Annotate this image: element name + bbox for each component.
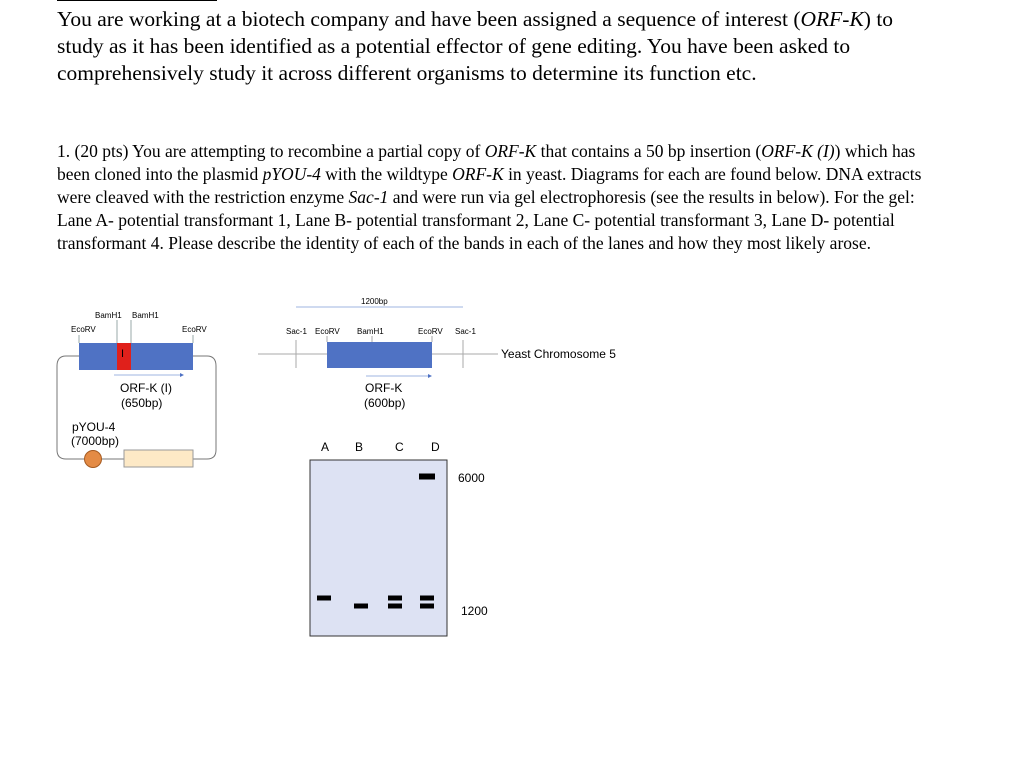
q-plasmid: pYOU-4 — [262, 164, 321, 184]
q-text-1: 1. (20 pts) You are attempting to recombine a partial copy of — [57, 141, 485, 161]
gel-band-lane-b-1150 — [354, 604, 368, 609]
plasmid-backbone-right — [193, 356, 216, 459]
gel-band-lane-c-1200 — [388, 596, 402, 601]
marker-1200-label: 1200 — [461, 604, 488, 618]
plasmid-name: pYOU-4 — [72, 420, 116, 434]
orf-k-arrow-head — [428, 374, 432, 378]
intro-orf-k: ORF-K — [800, 7, 864, 31]
span-label: 1200bp — [361, 297, 388, 306]
orf-k-block — [327, 342, 432, 368]
gel-band-lane-d-1150 — [420, 604, 434, 609]
lane-a-label: A — [321, 440, 330, 454]
ecorv-right-label-chr: EcoRV — [418, 327, 443, 336]
gel-band-lane-d-6000 — [419, 474, 435, 480]
lane-c-label: C — [395, 440, 404, 454]
gel-band-lane-d-1200 — [420, 596, 434, 601]
chromosome-orf-size: (600bp) — [364, 396, 406, 410]
q-orf-k-1: ORF-K — [484, 141, 537, 161]
chromosome-diagram — [258, 307, 498, 378]
q-text-3: ) which has been cloned into the plasmid — [57, 141, 916, 184]
plasmid-size: (7000bp) — [71, 434, 120, 448]
gel-body — [310, 460, 447, 636]
gel-band-lane-a-1200 — [317, 596, 331, 601]
chromosome-label: Yeast Chromosome 5 — [501, 347, 616, 361]
bamh1-label-chr: BamH1 — [357, 327, 384, 336]
q-text-2: that contains a 50 bp insertion ( — [536, 141, 762, 161]
q-text-5: in yeast. Diagrams for each are found below. DNA extracts were cleaved with the restriction enzyme — [57, 164, 922, 207]
gel — [310, 460, 447, 636]
origin-circle — [85, 451, 102, 468]
q-text-4: with the wildtype — [320, 164, 453, 184]
q-text-6: and were run via gel electrophoresis (see the results in below). For the gel: Lane A- potential transformant 1, Lane B- potential transformant 2, Lane C- potential transformant 3, Lane D- potential transformant 4. Please describe the identity of each of the bands in each of the lanes and how they most likely arose. — [57, 187, 915, 253]
orf-arrow-head — [180, 373, 184, 377]
intro-text-2: ) to study as it has been identified as a potential effector of gene editing. You have been asked to comprehensively study it across different organisms to determine its function etc. — [57, 7, 894, 85]
ecorv-left-label: EcoRV — [71, 325, 96, 334]
intro-text-1: You are working at a biotech company and have been assigned a sequence of interest ( — [57, 7, 801, 31]
bamh1-b-label: BamH1 — [132, 311, 159, 320]
plasmid-orf-name: ORF-K (I) — [120, 381, 172, 395]
insertion-marker-label: I — [121, 348, 125, 360]
bamh1-a-label: BamH1 — [95, 311, 122, 320]
plasmid-orf-size: (650bp) — [121, 396, 163, 410]
lane-b-label: B — [355, 440, 364, 454]
sac1-left-label: Sac-1 — [286, 327, 307, 336]
q-orf-k-2: ORF-K — [452, 164, 504, 184]
orf-k-i-block — [79, 343, 193, 370]
sac1-right-label: Sac-1 — [455, 327, 476, 336]
q-orf-k-i: ORF-K (I) — [761, 141, 835, 161]
chromosome-orf-name: ORF-K — [365, 381, 403, 395]
ecorv-left-label-chr: EcoRV — [315, 327, 340, 336]
marker-6000-label: 6000 — [458, 471, 485, 485]
q-enzyme: Sac-1 — [348, 187, 389, 207]
lane-d-label: D — [431, 440, 440, 454]
ecorv-right-label: EcoRV — [182, 325, 207, 334]
gel-band-lane-c-1150 — [388, 604, 402, 609]
selectable-marker-box — [124, 450, 193, 467]
